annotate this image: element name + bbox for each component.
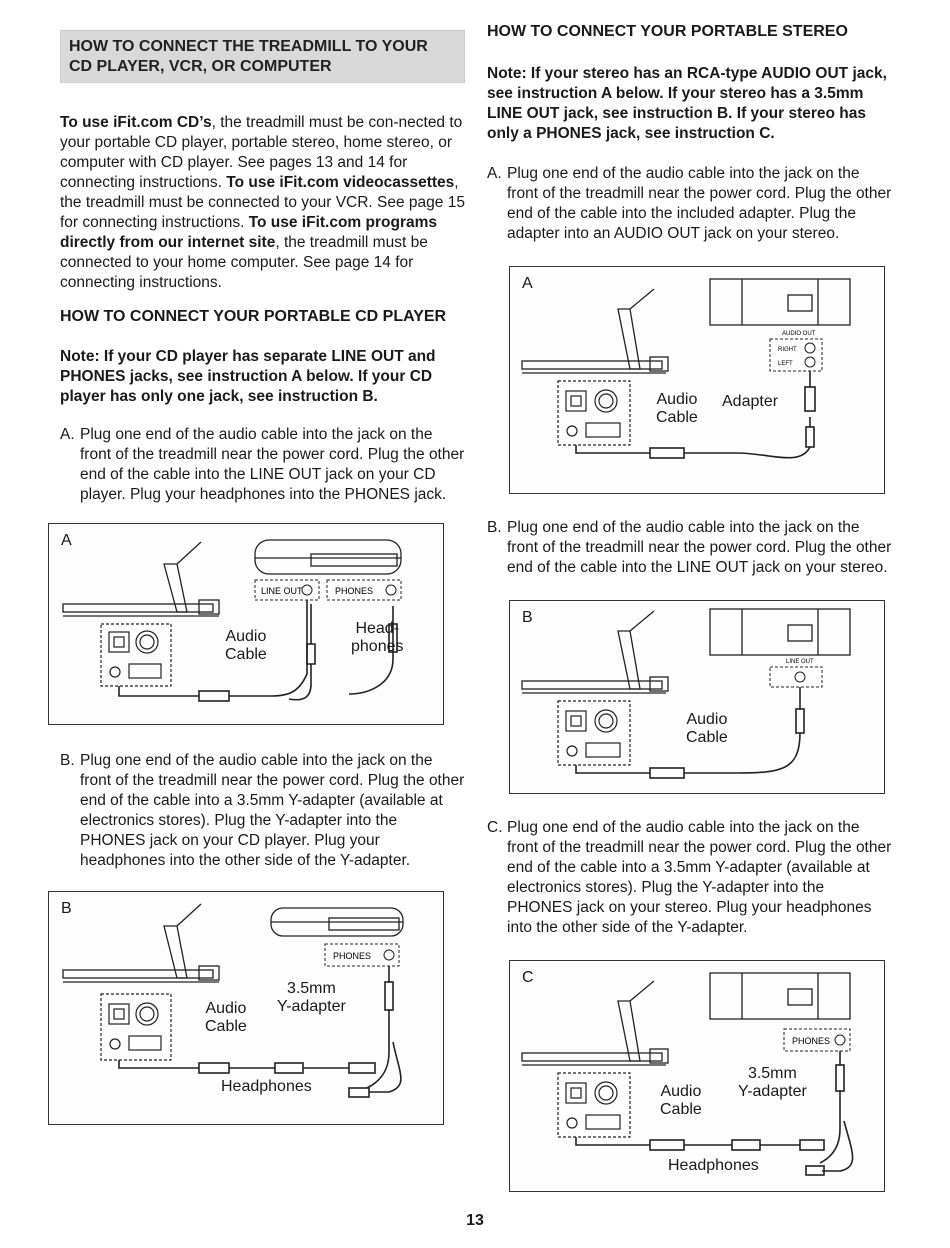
cd-instruction-b bbox=[60, 751, 465, 871]
figure-stereo-c bbox=[509, 960, 885, 1192]
cable-word: Cable bbox=[660, 1101, 702, 1118]
jack-panel-icon bbox=[558, 1073, 630, 1137]
cd-player-note: Note: If your CD player has separate LINE OUT and PHONES jacks, see instruction A below. If your CD player has only one jack, see instruction B. bbox=[60, 348, 436, 405]
instruction-text: Plug one end of the audio cable into the jack on the front of the treadmill near the power cord. Plug the other end of the cable into the LINE OUT jack on your CD player. Plug your headphones into the PHONES jack. bbox=[80, 426, 465, 503]
jack-panel-icon bbox=[101, 624, 171, 686]
intro-bold-cds: To use iFit.com CD’s bbox=[60, 114, 212, 131]
stereo-instruction-a bbox=[487, 164, 892, 244]
adapter-icon bbox=[805, 371, 815, 447]
cable-word: Cable bbox=[686, 729, 728, 746]
instruction-text: Plug one end of the audio cable into the jack on the front of the treadmill near the power cord. Plug the other end of the cable into the LINE OUT jack on your stereo. bbox=[507, 519, 892, 576]
headphones-label: Headphones bbox=[668, 1157, 759, 1174]
lineout-label: LINE OUT bbox=[786, 659, 814, 665]
instruction-letter: B. bbox=[487, 519, 502, 536]
stereo-instruction-c bbox=[487, 818, 892, 938]
mm-word: 3.5mm bbox=[747, 1065, 797, 1082]
intro-bold-internet: To use iFit.com programs directly from our internet site bbox=[60, 214, 438, 251]
stereo-icon bbox=[710, 973, 850, 1019]
treadmill-icon bbox=[522, 289, 668, 373]
section-title-line1: HOW TO CONNECT THE TREADMILL TO YOUR bbox=[69, 38, 428, 55]
right-column bbox=[487, 22, 892, 1208]
audio-cable-label bbox=[205, 1000, 247, 1036]
stereo-a-diagram bbox=[510, 267, 884, 493]
figure-letter: A bbox=[522, 275, 533, 292]
intro-bold-videocassettes: To use iFit.com videocassettes bbox=[226, 174, 455, 191]
left-column bbox=[60, 30, 465, 1141]
cd-instruction-a bbox=[60, 425, 465, 505]
cd-player-icon bbox=[255, 540, 401, 574]
jack-panel-icon bbox=[558, 381, 630, 445]
audio-word: Audio bbox=[205, 1000, 247, 1017]
stereo-icon bbox=[710, 609, 850, 655]
stereo-icon bbox=[710, 279, 850, 325]
figure-stereo-b bbox=[509, 600, 885, 794]
y-adapter-word: Y-adapter bbox=[277, 998, 346, 1015]
y-adapter-icon bbox=[806, 1051, 853, 1175]
phones-label: PHONES bbox=[333, 951, 372, 961]
left-label: LEFT bbox=[778, 361, 793, 367]
audio-word: Audio bbox=[656, 391, 698, 408]
intro-paragraph bbox=[60, 113, 465, 293]
stereo-b-diagram bbox=[510, 601, 884, 793]
figure-letter: B bbox=[61, 900, 72, 917]
instruction-text: Plug one end of the audio cable into the jack on the front of the treadmill near the power cord. Plug the other end of the cable into a 3.5mm Y-adapter (available at electronics stores). Plug the Y-adapter into the PHONES jack on your CD player. Plug your headphones into the other side of the Y-adapter. bbox=[80, 752, 465, 869]
adapter-label: Adapter bbox=[722, 393, 779, 410]
stereo-heading: HOW TO CONNECT YOUR PORTABLE STEREO bbox=[487, 23, 848, 40]
audio-cable-icon bbox=[119, 1060, 375, 1073]
audio-cable-icon bbox=[576, 445, 810, 458]
mm-word: 3.5mm bbox=[286, 980, 336, 997]
audio-cable-label bbox=[225, 628, 267, 664]
instruction-letter: A. bbox=[60, 426, 75, 443]
y-adapter-word: Y-adapter bbox=[738, 1083, 807, 1100]
figure-letter: B bbox=[522, 609, 533, 626]
audio-out-label: AUDIO OUT bbox=[782, 331, 816, 337]
audio-word: Audio bbox=[686, 711, 728, 728]
figure-letter: C bbox=[522, 969, 534, 986]
instruction-text: Plug one end of the audio cable into the jack on the front of the treadmill near the power cord. Plug the other end of the cable into a 3.5mm Y-adapter (available at electronics stores). Plug the Y-adapter into the PHONES jack on your stereo. Plug your headphones into the other side of the Y-adapter. bbox=[507, 819, 892, 936]
cd-player-icon bbox=[271, 908, 403, 936]
figure-cd-a bbox=[48, 523, 444, 725]
audio-word: Audio bbox=[225, 628, 267, 645]
treadmill-icon bbox=[63, 542, 219, 616]
jack-panel-icon bbox=[558, 701, 630, 765]
cable-word: Cable bbox=[205, 1018, 247, 1035]
treadmill-icon bbox=[522, 611, 668, 693]
right-label: RIGHT bbox=[778, 347, 797, 353]
treadmill-icon bbox=[63, 904, 219, 982]
audio-cable-icon bbox=[576, 1137, 824, 1150]
jack-panel-icon bbox=[101, 994, 171, 1060]
instruction-letter: B. bbox=[60, 752, 75, 769]
stereo-instruction-b bbox=[487, 518, 892, 578]
lineout-jack-box bbox=[770, 667, 822, 687]
page-number: 13 bbox=[466, 1212, 484, 1229]
head-word: Head- bbox=[355, 620, 400, 637]
lineout-label: LINE OUT bbox=[261, 586, 303, 596]
stereo-note: Note: If your stereo has an RCA-type AUDIO OUT jack, see instruction A below. If your stereo has a 3.5mm LINE OUT jack, see instruction B. If your stereo has only a PHONES jack, see instruction C. bbox=[487, 65, 887, 142]
phones-word: phones bbox=[351, 638, 404, 655]
y-adapter-icon bbox=[349, 966, 401, 1097]
treadmill-icon bbox=[522, 981, 668, 1065]
intro-text-3: , the treadmill must be connected to your home computer. See page 14 for connecting instructions. bbox=[60, 234, 428, 291]
section-title-box bbox=[60, 30, 465, 83]
audio-word: Audio bbox=[660, 1083, 702, 1100]
cd-player-heading: HOW TO CONNECT YOUR PORTABLE CD PLAYER bbox=[60, 308, 447, 325]
instruction-text: Plug one end of the audio cable into the jack on the front of the treadmill near the power cord. Plug the other end of the cable into the included adapter. Plug the adapter into an AUDIO OUT jack on your stereo. bbox=[507, 165, 892, 242]
phones-label: PHONES bbox=[792, 1036, 831, 1046]
instruction-letter: C. bbox=[487, 819, 503, 836]
cable-word: Cable bbox=[225, 646, 267, 663]
headphones-label bbox=[351, 620, 404, 656]
headphones-label: Headphones bbox=[221, 1078, 312, 1095]
section-title-line2: CD PLAYER, VCR, OR COMPUTER bbox=[69, 58, 332, 75]
audio-cable-label bbox=[660, 1083, 702, 1119]
figure-cd-b bbox=[48, 891, 444, 1125]
instruction-letter: A. bbox=[487, 165, 502, 182]
audio-cable-label bbox=[686, 711, 728, 747]
y-adapter-label bbox=[738, 1065, 807, 1101]
y-adapter-label bbox=[277, 980, 346, 1016]
intro-text-2: , the treadmill must be connected to your VCR. See page 15 for connecting instructions. bbox=[60, 174, 465, 231]
cable-word: Cable bbox=[656, 409, 698, 426]
phones-label: PHONES bbox=[335, 586, 374, 596]
audio-cable-label bbox=[656, 391, 698, 427]
intro-text-1: , the treadmill must be con-nected to your portable CD player, portable stereo, home stereo, or computer with CD player. See pages 13 and 14 for connecting instructions. bbox=[60, 114, 463, 191]
figure-stereo-a bbox=[509, 266, 885, 494]
figure-letter: A bbox=[61, 532, 72, 549]
